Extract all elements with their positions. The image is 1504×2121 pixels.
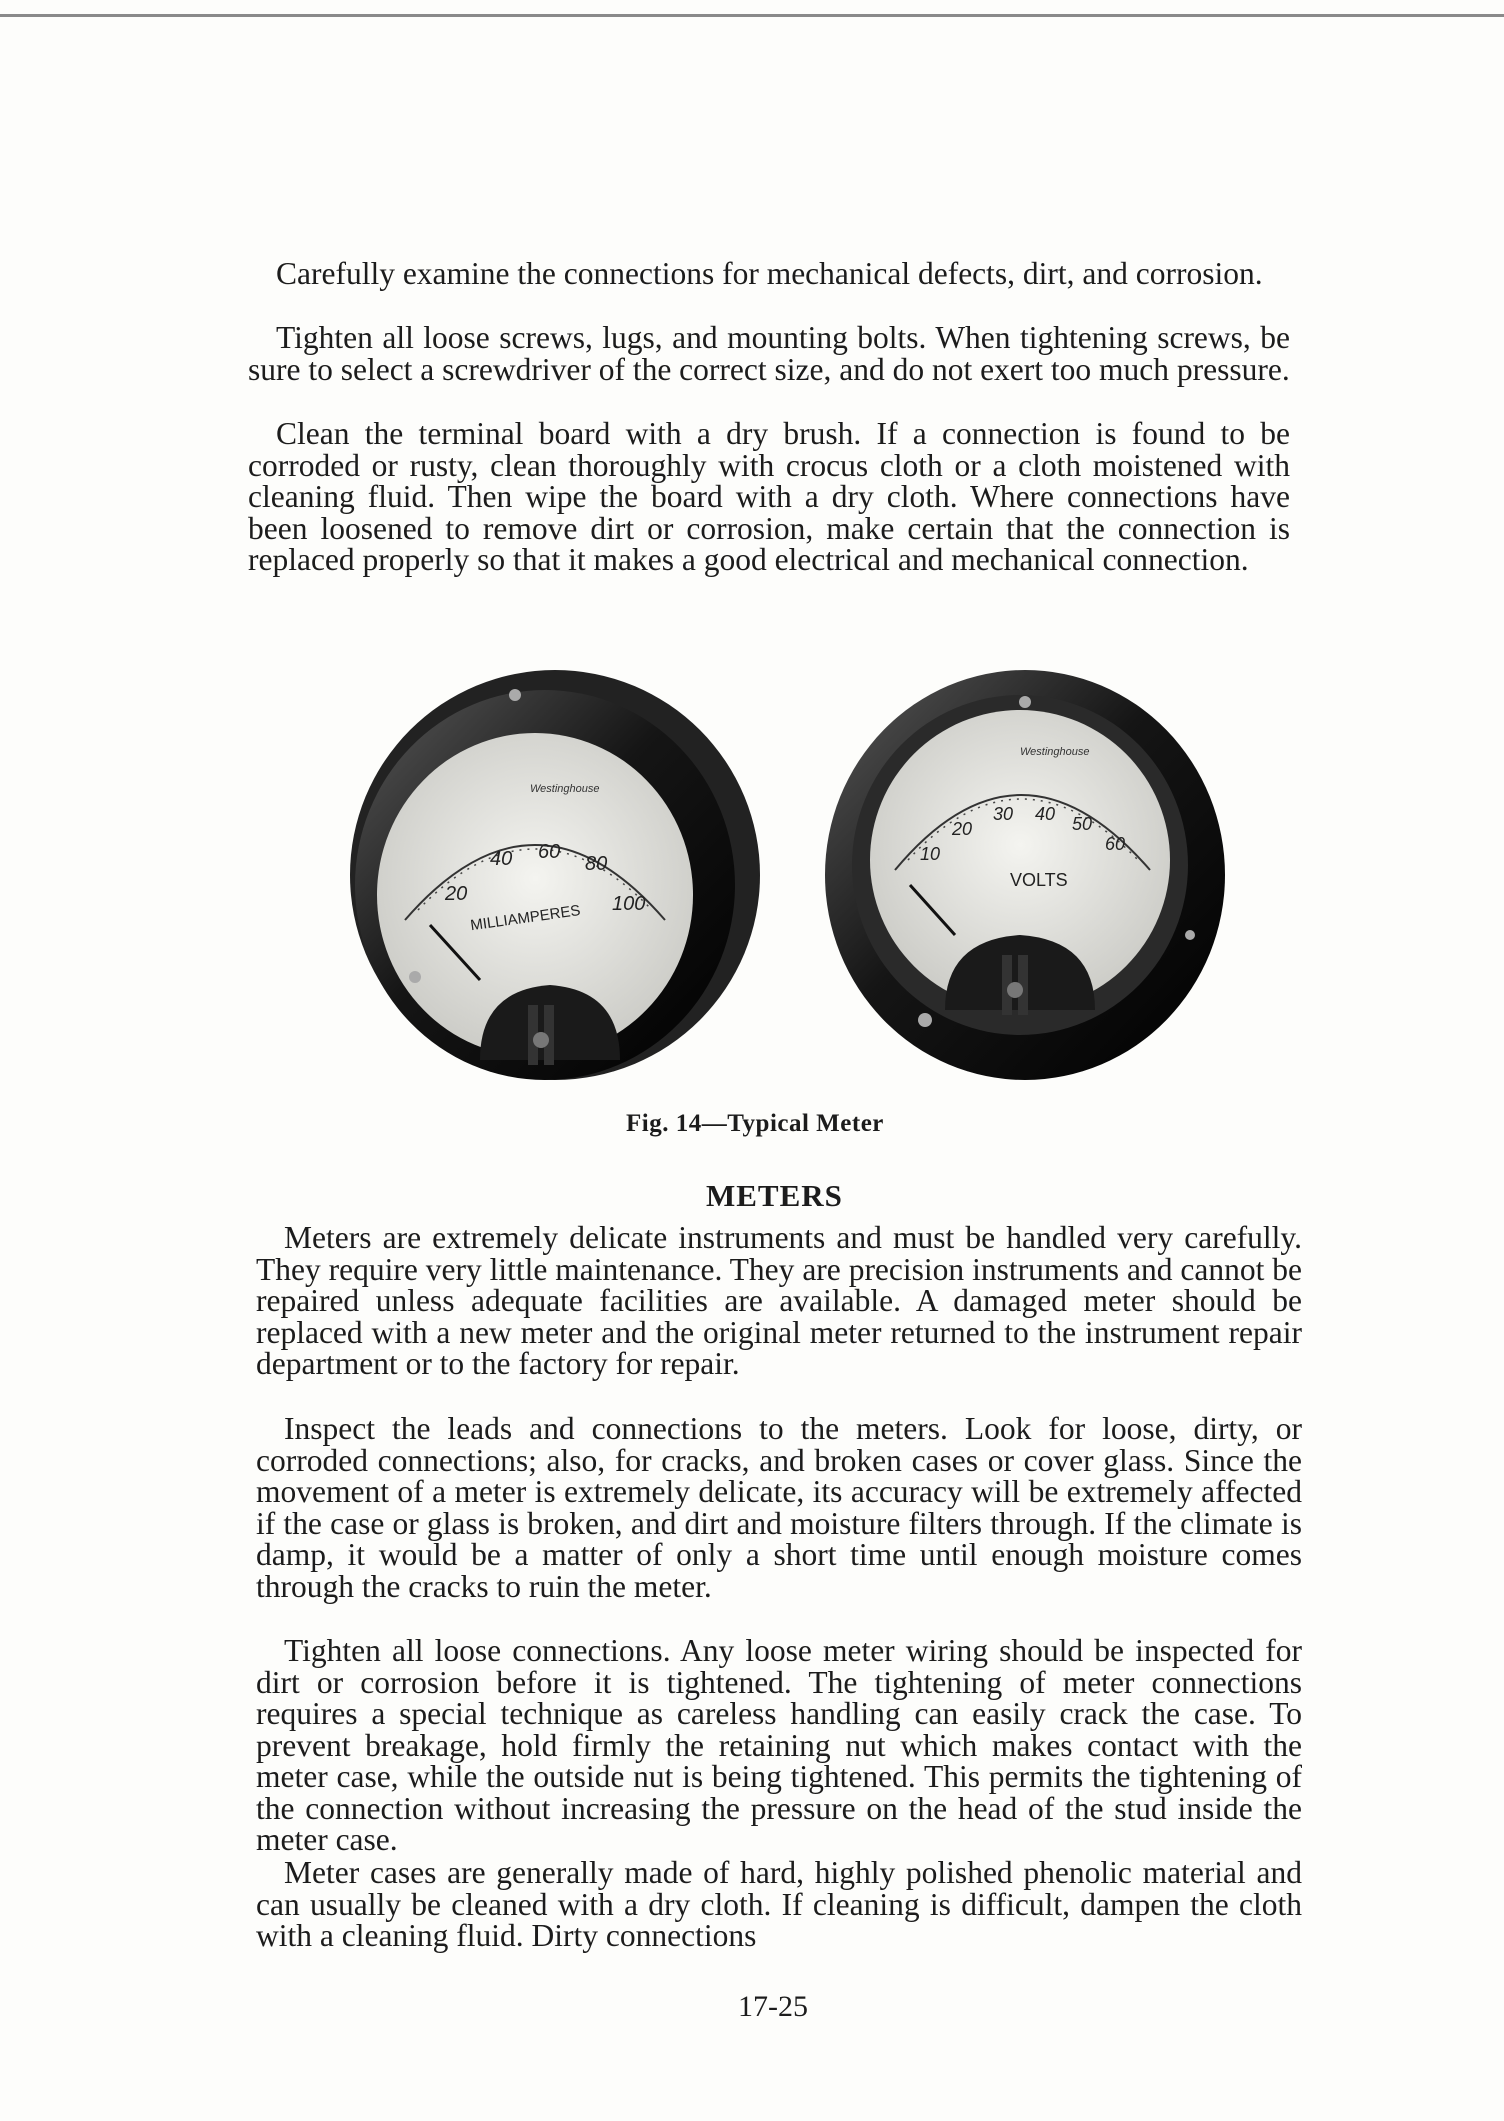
V-scale-60: 60: [1105, 834, 1126, 854]
V-scale-30: 30: [993, 804, 1014, 824]
page-number: 17-25: [738, 1990, 808, 2023]
meters-paragraph-4: Meter cases are generally made of hard, highly polished phenolic material and can usually be cleaned with a dry cloth. If cleaning is difficult, dampen the cloth with a cleaning fluid. Dirty connections: [256, 1855, 1302, 1953]
meters-photo: [330, 660, 1250, 1090]
volt-brand: Westinghouse: [1020, 746, 1090, 758]
volt-adjust-screw: [1007, 982, 1023, 998]
section-heading-meters: METERS: [706, 1178, 843, 1213]
mA-scale-60: 60: [538, 841, 561, 863]
mA-scale-100: 100: [612, 893, 646, 915]
milliampere-meter: [350, 670, 760, 1080]
meters-paragraph-2: Inspect the leads and connections to the meters. Look for loose, dirty, or corroded connections; also, for cracks, and broken cases or cover glass. Since the movement of a meter is extremely delicate, its accuracy will be extremely affected if the case or glass is broken, and dirt and moisture filters through. If the climate is damp, it would be a matter of only a short time until enough moisture comes through the cracks to ruin the meter.: [256, 1411, 1302, 1604]
meters-figure: [330, 660, 1250, 1090]
mA-scale-80: 80: [585, 853, 608, 875]
milliampere-adjust-screw: [533, 1032, 549, 1048]
intro-paragraph-2: Tighten all loose screws, lugs, and mounting bolts. When tightening screws, be sure to select a screwdriver of the correct size, and do not exert too much pressure.: [248, 320, 1290, 387]
V-scale-20: 20: [952, 819, 973, 839]
V-scale-50: 50: [1072, 814, 1093, 834]
milliampere-label: MILLIAMPERES: [469, 902, 582, 935]
figure-caption: Fig. 14—Typical Meter: [626, 1110, 884, 1137]
intro-paragraph-1: Carefully examine the connections for mechanical defects, dirt, and corrosion.: [276, 256, 1263, 291]
meters-paragraph-1: Meters are extremely delicate instruments and must be handled very carefully. They require very little maintenance. They are precision instruments and cannot be repaired unless adequate facilities are available. A damaged meter should be replaced with a new meter and the original meter returned to the instrument repair department or to the factory for repair.: [256, 1220, 1302, 1381]
V-scale-40: 40: [1035, 804, 1056, 824]
mA-scale-40: 40: [490, 848, 513, 870]
intro-paragraph-3: Clean the terminal board with a dry brush. If a connection is found to be corroded or rusty, clean thoroughly with crocus cloth or a cloth moistened with cleaning fluid. Then wipe the board with a dry cloth. Where connections have been loosened to remove dirt or corrosion, make certain that the connection is replaced properly so that it makes a good electrical and mechanical connection.: [248, 416, 1290, 577]
top-rule: [0, 14, 1504, 17]
meters-paragraph-3: Tighten all loose connections. Any loose meter wiring should be inspected for dirt or corrosion before it is tightened. The tightening of meter connections requires a special technique as careless handling can easily crack the case. To prevent breakage, hold firmly the retaining nut which makes contact with the meter case, while the outside nut is being tightened. This permits the tightening of the connection without increasing the pressure on the head of the stud inside the meter case.: [256, 1633, 1302, 1857]
volt-label: VOLTS: [1010, 870, 1068, 890]
volt-meter: [825, 670, 1225, 1080]
V-scale-10: 10: [920, 844, 941, 864]
milliampere-brand: Westinghouse: [530, 783, 600, 795]
mA-scale-20: 20: [445, 883, 468, 905]
